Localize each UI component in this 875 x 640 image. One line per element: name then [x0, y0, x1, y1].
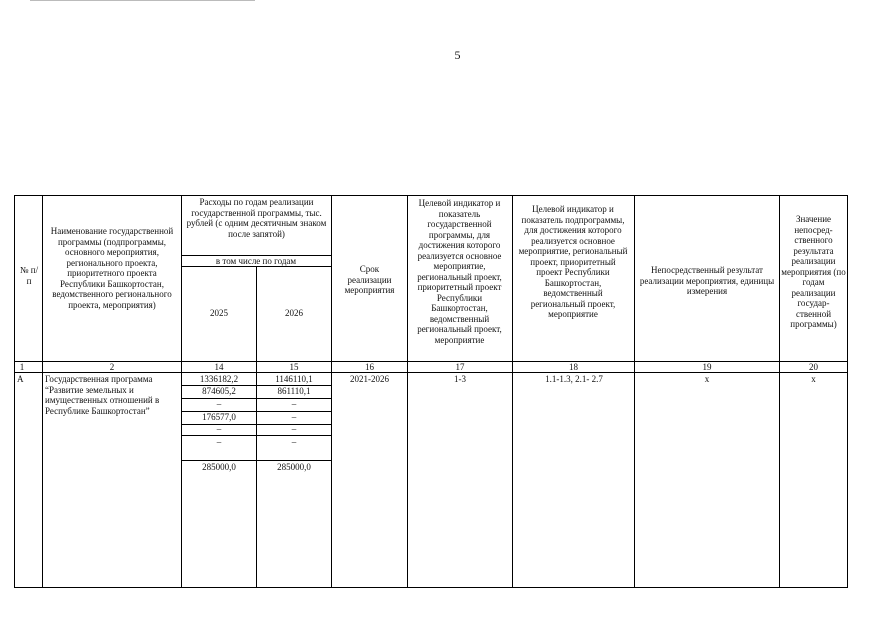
num-col-18: 18 [569, 362, 578, 372]
header-term: Срок реализации мероприятия [344, 264, 395, 295]
num-col-17: 17 [455, 362, 465, 372]
header-num: № п/п [19, 265, 39, 286]
value-2025: – [216, 437, 222, 447]
scan-artifact-line [30, 0, 255, 1]
num-col-1: 1 [19, 362, 25, 372]
num-col-14: 14 [214, 362, 224, 372]
value-2025: 285000,0 [202, 462, 236, 472]
value-2026: – [291, 412, 297, 422]
value-2026: 285000,0 [277, 462, 311, 472]
row-term: 2021-2026 [350, 374, 389, 384]
row-indicator-18: 1.1-1.3, 2.1- 2.7 [545, 374, 603, 384]
num-col-16: 16 [365, 362, 374, 372]
value-2025: – [216, 399, 222, 409]
header-2025: 2025 [210, 308, 228, 318]
value-2026: – [291, 437, 297, 447]
value-2026: 861110,1 [277, 386, 311, 396]
value-2026: – [291, 424, 297, 434]
header-indicator-18: Целевой индикатор и показатель подпрограммы, для достижения которого реализуется основное мероприятие, региональный проект, приоритетный проект Республики Башкортостан, ведомственный региональный проект, мероприятие [518, 204, 628, 319]
row-value: х [811, 374, 816, 384]
value-2025: 176577,0 [202, 412, 236, 422]
row-name: Государственная программа “Развитие земельных и имущественных отношений в Республике Башкортостан” [45, 374, 160, 416]
num-col-2: 2 [109, 362, 115, 372]
header-2026: 2026 [285, 308, 303, 318]
header-value: Значение непосред-ственного результата реализации мероприятия (по годам реализации государ-ственной программы) [781, 214, 846, 329]
header-expenses: Расходы по годам реализации государственной программы, тыс. рублей (с одним десятичным знаком после запятой) [186, 197, 327, 239]
page-number: 5 [454, 48, 461, 62]
header-indicator-17: Целевой индикатор и показатель государственной программы, для достижения которого реализуется основное мероприятие, региональный проект, приоритетный проект Республики Башкортостан, ведомственный региональный проект, мероприятие [417, 198, 502, 345]
header-by-years: в том числе по годам [215, 256, 297, 266]
row-indicator-17: 1-3 [454, 374, 466, 384]
row-code: А [17, 374, 24, 384]
header-name: Наименование государственной программы (подпрограммы, основного мероприятия, регионального проекта, приоритетного проекта Республики Башкортостан, ведомственного регионального проекта, мероприятия) [50, 226, 174, 310]
value-2026: 1146110,1 [275, 374, 313, 384]
num-col-15: 15 [289, 362, 299, 372]
value-2025: – [216, 424, 222, 434]
expenses-table [14, 195, 848, 588]
value-2026: – [291, 399, 297, 409]
value-2025: 1336182,2 [199, 374, 239, 384]
num-col-20: 20 [809, 362, 818, 372]
row-result: х [704, 374, 710, 384]
header-result: Непосредственный результат реализации мероприятия, единицы измерения [639, 265, 775, 296]
num-col-19: 19 [702, 362, 712, 372]
value-2025: 874605,2 [202, 386, 236, 396]
